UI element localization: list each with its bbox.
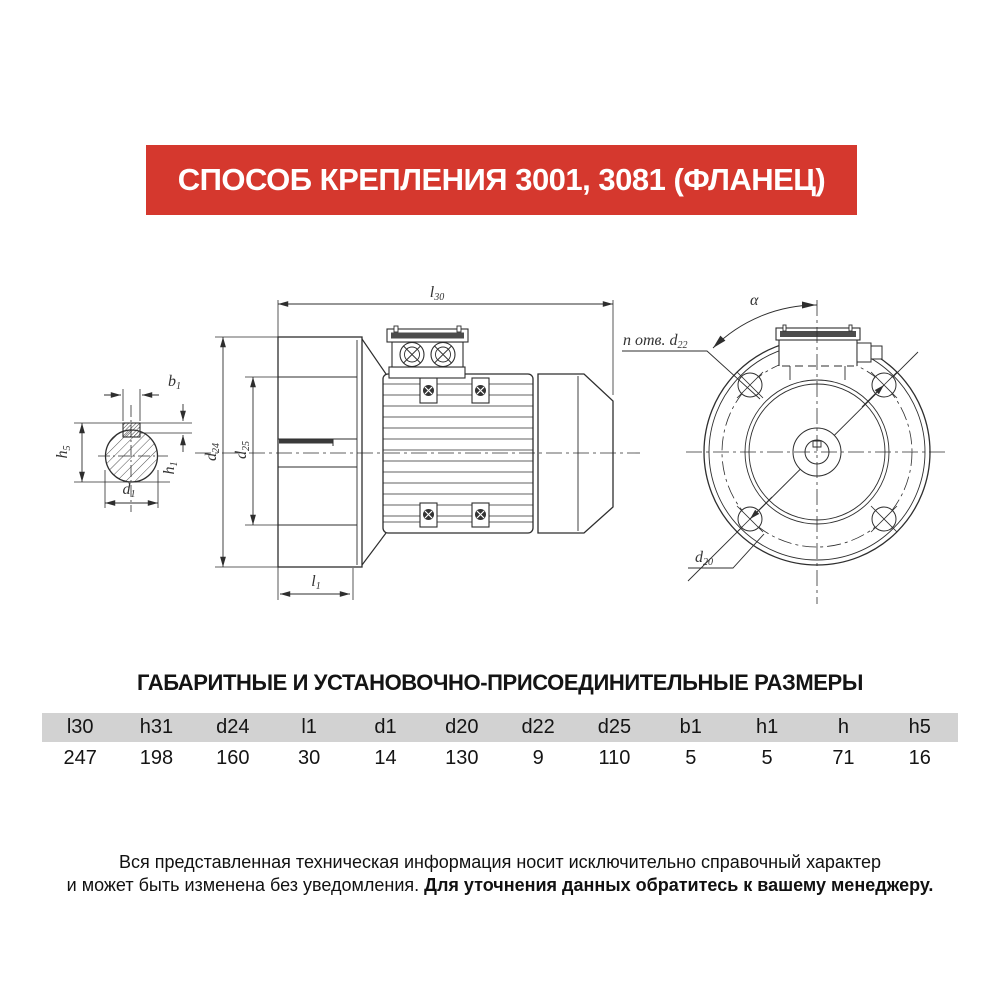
table-value-cell: 14 bbox=[374, 747, 397, 769]
flange-front-view bbox=[622, 292, 948, 604]
dimensions-section-title: ГАБАРИТНЫЕ И УСТАНОВОЧНО-ПРИСОЕДИНИТЕЛЬНЫЕ РАЗМЕРЫ bbox=[137, 670, 863, 695]
dim-label-l1: l1 bbox=[311, 573, 321, 592]
terminal-box-side bbox=[387, 326, 468, 378]
dimensions-table bbox=[42, 713, 958, 775]
table-value-cell: 110 bbox=[598, 747, 631, 769]
table-header-cell: l1 bbox=[301, 716, 317, 738]
dimensions-table-values-row bbox=[42, 742, 958, 775]
table-value-cell: 247 bbox=[63, 747, 97, 769]
table-header-cell: h5 bbox=[908, 716, 931, 738]
table-header-cell: h bbox=[837, 716, 849, 738]
dim-label-h5: h5 bbox=[54, 445, 73, 459]
dim-label-d24: d24 bbox=[203, 443, 222, 461]
shaft-section-view bbox=[54, 373, 192, 512]
table-header-cell: h1 bbox=[755, 716, 779, 738]
table-value-cell: 16 bbox=[908, 747, 931, 769]
dim-label-d25: d25 bbox=[233, 441, 252, 459]
table-header-cell: d20 bbox=[445, 716, 479, 738]
table-value-cell: 5 bbox=[761, 747, 773, 769]
dim-label-d1: d1 bbox=[122, 481, 136, 500]
table-header-cell: b1 bbox=[679, 716, 702, 738]
disclaimer-line2: и может быть изменена без уведомления. Для уточнения данных обратитесь к вашему менеджеру. bbox=[66, 875, 934, 895]
dim-label-h1: h1 bbox=[161, 461, 180, 475]
table-value-cell: 130 bbox=[445, 747, 479, 769]
dim-label-alpha: α bbox=[750, 292, 759, 309]
table-header-cell: d25 bbox=[597, 716, 632, 738]
table-header-cell: d24 bbox=[216, 716, 250, 738]
table-header-cell: d1 bbox=[374, 716, 397, 738]
dim-label-b1: b1 bbox=[168, 373, 181, 392]
table-value-cell: 5 bbox=[685, 747, 697, 769]
table-value-cell: 30 bbox=[298, 747, 321, 769]
dim-label-l30: l30 bbox=[429, 284, 445, 303]
dim-label-n-otv-d22: n отв. d22 bbox=[623, 332, 688, 351]
banner-title: СПОСОБ КРЕПЛЕНИЯ 3001, 3081 (ФЛАНЕЦ) bbox=[177, 162, 826, 197]
table-value-cell: 71 bbox=[832, 747, 855, 769]
disclaimer-line1: Вся представленная техническая информация носит исключительно справочный характер bbox=[118, 852, 882, 872]
dimensions-table-header-row bbox=[42, 713, 958, 742]
table-value-cell: 160 bbox=[216, 747, 250, 769]
table-value-cell: 198 bbox=[139, 747, 174, 769]
disclaimer bbox=[0, 851, 1000, 897]
disclaimer-bold-note: Для уточнения данных обратитесь к вашему менеджеру. bbox=[424, 875, 934, 895]
table-header-cell: d22 bbox=[521, 716, 555, 738]
table-value-cell: 9 bbox=[532, 747, 544, 769]
table-header-cell: h31 bbox=[139, 716, 174, 738]
table-header-cell: l30 bbox=[66, 716, 94, 738]
dim-label-d20: d20 bbox=[695, 549, 713, 568]
motor-side-view bbox=[195, 284, 640, 600]
